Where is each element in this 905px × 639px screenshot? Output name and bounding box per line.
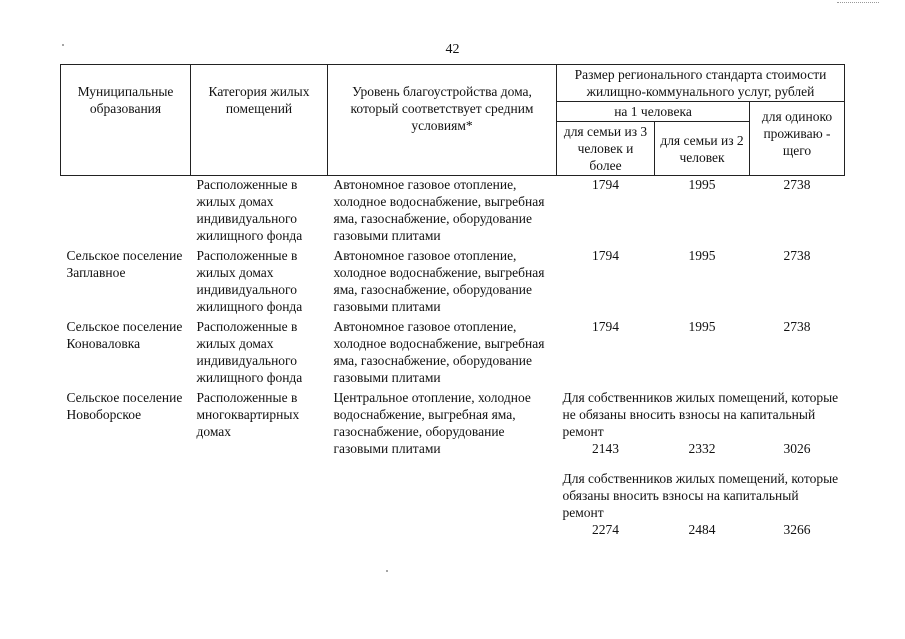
note-not-obliged: Для собственников жилых помещений, которые не обязаны вносить взносы на капитальный ремонт bbox=[562, 390, 839, 439]
value-family3: 2143 bbox=[592, 441, 619, 456]
header-per-person: на 1 человека bbox=[557, 102, 750, 122]
category-cell: Расположенные в многоквартирных домах bbox=[196, 390, 300, 439]
header-standard: Размер регионального стандарта стоимости жилищно-коммунального услуг, рублей bbox=[557, 65, 845, 102]
value-family2: 1995 bbox=[688, 319, 716, 334]
category-cell: Расположенные в жилых домах индивидуального жилищного фонда bbox=[196, 319, 303, 385]
municipality-cell bbox=[61, 176, 191, 245]
header-family2: для семьи из 2 человек bbox=[655, 122, 750, 176]
header-family3: для семьи из 3 человек и более bbox=[557, 122, 655, 176]
note-obliged: Для собственников жилых помещений, которые обязаны вносить взносы на капитальный ремонт bbox=[562, 471, 839, 520]
header-single: для одиноко проживаю - щего bbox=[750, 102, 845, 176]
value-family3: 1794 bbox=[592, 177, 619, 192]
header-category: Категория жилых помещений bbox=[191, 65, 328, 176]
value-family2: 2332 bbox=[688, 441, 716, 456]
value-family3: 2274 bbox=[592, 522, 619, 537]
value-family3: 1794 bbox=[592, 248, 619, 263]
table-row bbox=[61, 386, 845, 440]
value-single: 2738 bbox=[783, 319, 811, 334]
table-row bbox=[61, 244, 845, 315]
category-cell: Расположенные в жилых домах индивидуального жилищного фонда bbox=[196, 177, 303, 243]
value-single: 2738 bbox=[783, 177, 811, 192]
header-municipality: Муниципальные образования bbox=[61, 65, 191, 176]
page-number: 42 bbox=[445, 42, 460, 57]
level-cell: Автономное газовое отопление, холодное водоснабжение, выгребная яма, газоснабжение, оборудование газовыми плитами bbox=[333, 177, 545, 243]
category-cell: Расположенные в жилых домах индивидуального жилищного фонда bbox=[196, 248, 303, 314]
value-single: 3266 bbox=[783, 522, 811, 537]
value-family3: 1794 bbox=[592, 319, 619, 334]
table-row bbox=[61, 315, 845, 386]
value-single: 2738 bbox=[783, 248, 811, 263]
level-cell: Автономное газовое отопление, холодное водоснабжение, выгребная яма, газоснабжение, оборудование газовыми плитами bbox=[333, 319, 545, 385]
value-family2: 1995 bbox=[688, 177, 716, 192]
table-row bbox=[61, 176, 845, 245]
value-single: 3026 bbox=[783, 441, 811, 456]
scan-edge-mark bbox=[837, 2, 879, 3]
level-cell: Автономное газовое отопление, холодное водоснабжение, выгребная яма, газоснабжение, оборудование газовыми плитами bbox=[333, 248, 545, 314]
municipality-cell: Сельское поселение Новоборское bbox=[66, 390, 183, 422]
level-cell: Центральное отопление, холодное водоснабжение, выгребная яма, газоснабжение, оборудование газовыми плитами bbox=[333, 390, 531, 456]
value-family2: 1995 bbox=[688, 248, 716, 263]
header-level: Уровень благоустройства дома, который соответствует средним условиям* bbox=[328, 65, 557, 176]
scan-speck bbox=[386, 570, 388, 572]
municipality-cell: Сельское поселение Коноваловка bbox=[66, 319, 183, 351]
standards-table bbox=[60, 64, 845, 538]
municipality-cell: Сельское поселение Заплавное bbox=[66, 248, 183, 280]
value-family2: 2484 bbox=[688, 522, 716, 537]
